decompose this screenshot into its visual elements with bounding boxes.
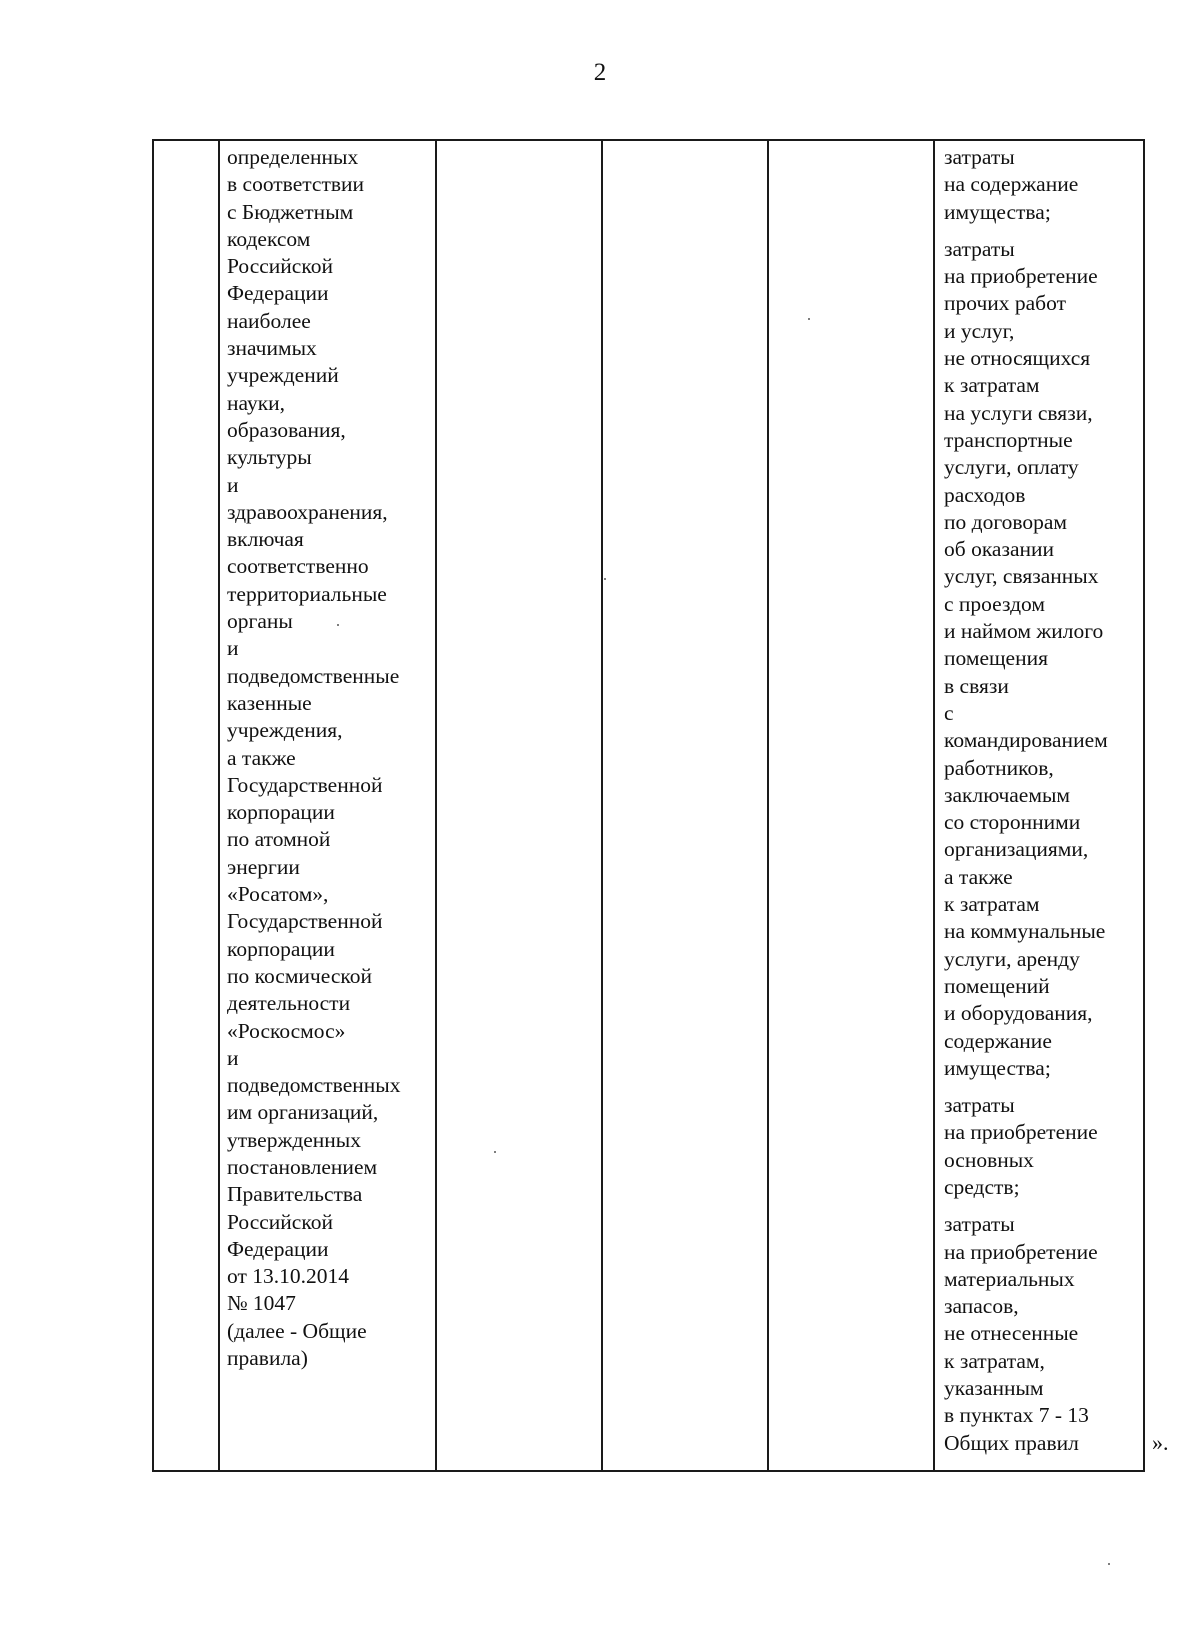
text-line: казенные xyxy=(227,690,312,715)
text-line: наиболее xyxy=(227,308,311,333)
text-line: а также xyxy=(227,745,296,770)
text-line: не отнесенные xyxy=(944,1321,1079,1346)
text-line: в пунктах 7 - 13 xyxy=(944,1403,1089,1428)
text-line: деятельности xyxy=(227,991,351,1016)
text-line: и услуг, xyxy=(944,318,1015,343)
text-line: территориальные xyxy=(227,581,387,606)
text-line: работников, xyxy=(944,755,1054,780)
text-line: им организаций, xyxy=(227,1100,379,1125)
table-cell-description xyxy=(227,144,400,1372)
text-line: а также xyxy=(944,864,1013,889)
text-line: № 1047 xyxy=(227,1291,296,1316)
text-line: подведомственных xyxy=(227,1073,401,1098)
text-line: на приобретение xyxy=(944,1239,1098,1264)
cost-item-paragraph xyxy=(944,144,1108,226)
text-line: образования, xyxy=(227,417,346,442)
scan-speck xyxy=(604,578,606,580)
column-divider xyxy=(435,141,437,1470)
text-line: прочих работ xyxy=(944,291,1066,316)
text-line: к затратам, xyxy=(944,1348,1045,1373)
text-line: утвержденных xyxy=(227,1127,362,1152)
text-line: командированием xyxy=(944,728,1108,753)
scan-speck xyxy=(808,318,810,320)
text-line: на содержание xyxy=(944,172,1079,197)
text-line: включая xyxy=(227,527,304,552)
text-line: услуги, аренду xyxy=(944,946,1080,971)
text-line: содержание xyxy=(944,1028,1052,1053)
text-line: соответственно xyxy=(227,554,369,579)
text-line: Государственной xyxy=(227,909,383,934)
text-line: на коммунальные xyxy=(944,919,1106,944)
text-line: к затратам xyxy=(944,892,1040,917)
scan-speck xyxy=(1108,1563,1110,1565)
text-line: помещения xyxy=(944,646,1048,671)
text-line: затраты xyxy=(944,145,1015,169)
text-line: Государственной xyxy=(227,772,383,797)
text-line: на приобретение xyxy=(944,264,1098,289)
text-line: учреждения, xyxy=(227,718,343,743)
text-line: в соответствии xyxy=(227,172,365,197)
text-line: об оказании xyxy=(944,537,1055,562)
table-cell-cost-types xyxy=(944,144,1108,1457)
text-line: от 13.10.2014 xyxy=(227,1264,349,1289)
text-line: имущества; xyxy=(944,1055,1051,1080)
text-line: и xyxy=(227,1045,239,1070)
text-line: организациями, xyxy=(944,837,1089,862)
text-line: к затратам xyxy=(944,373,1040,398)
text-line: материальных xyxy=(944,1266,1075,1291)
text-line: помещений xyxy=(944,973,1050,998)
text-line: по космической xyxy=(227,963,372,988)
text-line: определенных xyxy=(227,145,359,169)
text-line: на услуги связи, xyxy=(944,400,1093,425)
text-line: подведомственные xyxy=(227,663,400,688)
text-line: Федерации xyxy=(227,281,329,306)
text-line: и xyxy=(227,636,239,661)
text-line: энергии xyxy=(227,854,300,879)
text-line: транспортные xyxy=(944,427,1073,452)
scan-speck xyxy=(337,624,339,626)
text-line: Российской xyxy=(227,1209,333,1234)
text-line: Правительства xyxy=(227,1182,363,1207)
text-line: и наймом жилого xyxy=(944,619,1104,644)
text-line: культуры xyxy=(227,445,312,470)
text-line: «Роскосмос» xyxy=(227,1018,346,1043)
cost-item-paragraph xyxy=(944,1211,1108,1457)
page-number: 2 xyxy=(593,59,607,86)
text-line: и оборудования, xyxy=(944,1001,1093,1026)
text-line: затраты xyxy=(944,1212,1015,1237)
text-line: науки, xyxy=(227,390,286,415)
text-line: корпорации xyxy=(227,800,335,825)
text-line: с xyxy=(944,700,954,725)
text-line: затраты xyxy=(944,236,1015,261)
text-line: постановлением xyxy=(227,1154,378,1179)
text-line: с Бюджетным xyxy=(227,199,354,224)
text-line: запасов, xyxy=(944,1294,1019,1319)
closing-quote: ». xyxy=(1152,1430,1169,1455)
scan-speck xyxy=(494,1151,496,1153)
text-line: и xyxy=(227,472,239,497)
cost-item-paragraph xyxy=(944,236,1108,1082)
text-line: здравоохранения, xyxy=(227,499,388,524)
text-line: «Росатом», xyxy=(227,882,329,907)
column-divider xyxy=(767,141,769,1470)
text-line: Федерации xyxy=(227,1236,329,1261)
text-line: Общих правил xyxy=(944,1430,1079,1455)
text-line: на приобретение xyxy=(944,1120,1098,1145)
text-line: указанным xyxy=(944,1376,1044,1401)
column-divider xyxy=(933,141,935,1470)
text-line: (далее - Общие xyxy=(227,1318,367,1343)
column-divider xyxy=(601,141,603,1470)
text-line: расходов xyxy=(944,482,1026,507)
cost-item-paragraph xyxy=(944,1092,1108,1201)
text-line: затраты xyxy=(944,1093,1015,1118)
text-line: со сторонними xyxy=(944,810,1081,835)
text-line: не относящихся xyxy=(944,346,1091,371)
column-divider xyxy=(218,141,220,1470)
text-line: услуги, оплату xyxy=(944,455,1079,480)
text-line: имущества; xyxy=(944,199,1051,224)
text-line: по атомной xyxy=(227,827,331,852)
document-table xyxy=(152,139,1145,1472)
text-line: Российской xyxy=(227,254,333,279)
text-line: кодексом xyxy=(227,226,311,251)
text-line: корпорации xyxy=(227,936,335,961)
text-line: основных xyxy=(944,1147,1034,1172)
text-line: по договорам xyxy=(944,509,1068,534)
text-line: с проездом xyxy=(944,591,1045,616)
text-line: значимых xyxy=(227,336,317,361)
text-line: учреждений xyxy=(227,363,339,388)
text-line: органы xyxy=(227,609,293,634)
text-line: средств; xyxy=(944,1174,1020,1199)
text-line: правила) xyxy=(227,1346,308,1371)
text-line: в связи xyxy=(944,673,1009,698)
text-line: услуг, связанных xyxy=(944,564,1099,589)
text-line: заключаемым xyxy=(944,782,1071,807)
